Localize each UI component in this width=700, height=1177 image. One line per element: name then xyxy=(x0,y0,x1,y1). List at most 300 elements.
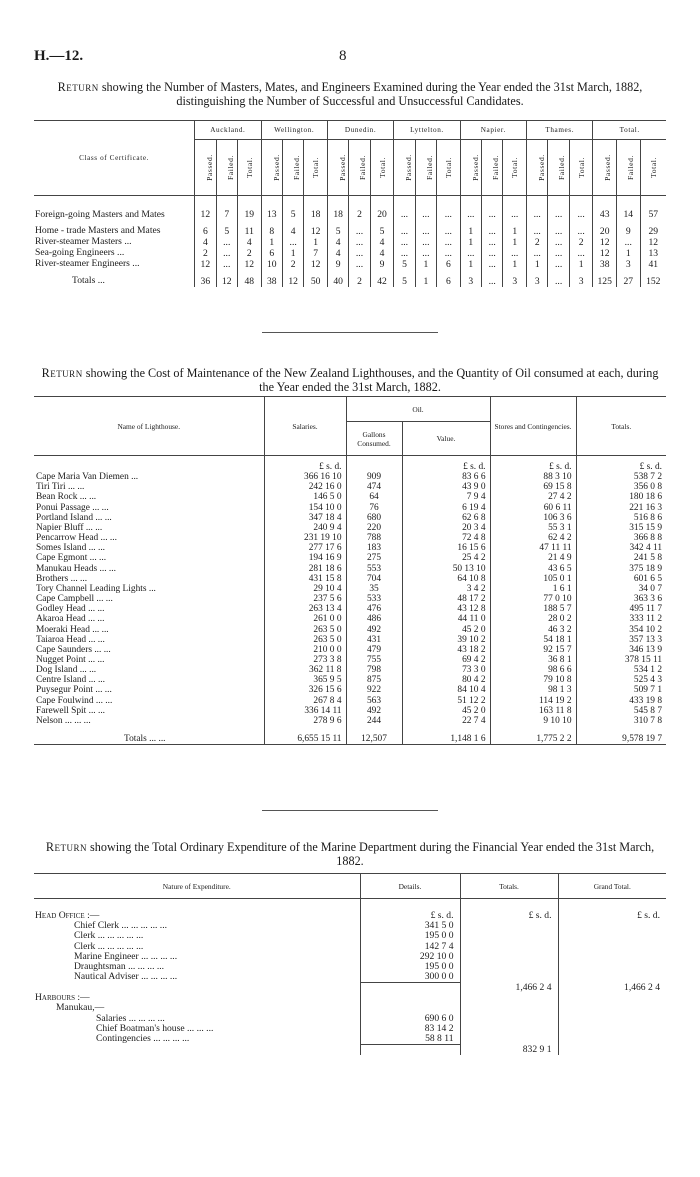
certificate-class: Sea-going Engineers ... xyxy=(35,247,125,258)
count-cell: ... xyxy=(460,196,481,226)
empty-cell xyxy=(558,921,666,931)
salaries-cell: 281 18 6 xyxy=(264,564,346,574)
stores-cell: 62 4 2 xyxy=(490,533,576,543)
lighthouse-name: Pencarrow Head ... ... xyxy=(36,533,117,544)
count-cell: 41 xyxy=(640,259,666,270)
count-cell: 20 xyxy=(370,196,394,226)
lighthouse-name: Taiaroa Head ... ... xyxy=(36,634,105,645)
sub-header-label: Total. xyxy=(244,157,254,178)
salaries-cell: 263 5 0 xyxy=(264,625,346,635)
salaries-cell: 362 11 8 xyxy=(264,665,346,675)
oil-value-cell: 84 10 4 xyxy=(402,685,490,695)
return1-title: Return showing the Number of Masters, Mates, and Engineers Examined during the Year ended the 31st March, 1882, distinguishing the Number of Successful and Unsuccessful Candidates. xyxy=(57,80,643,108)
salaries-cell: 237 5 6 xyxy=(264,594,346,604)
count-cell: ... xyxy=(394,237,415,248)
port-header: Napier. xyxy=(460,121,526,140)
total-cell: 3 xyxy=(569,270,593,287)
certificate-class: River-steamer Masters ... xyxy=(35,236,132,247)
salaries-cell: 194 16 9 xyxy=(264,553,346,563)
count-cell: 2 xyxy=(195,248,216,259)
table-row xyxy=(34,543,666,553)
total-cell: 152 xyxy=(640,270,666,287)
gallons-cell: 704 xyxy=(346,574,402,584)
unit-label: £ s. d. xyxy=(576,456,666,473)
count-cell: 2 xyxy=(527,237,548,248)
count-cell: 2 xyxy=(282,259,303,270)
gallons-cell: 431 xyxy=(346,635,402,645)
sub-header xyxy=(349,140,370,196)
total-cell: 315 15 9 xyxy=(576,523,666,533)
unit-label: £ s. d. xyxy=(360,899,460,922)
empty-cell xyxy=(558,1034,666,1045)
detail-amount: 300 0 0 xyxy=(360,972,460,983)
totals-row xyxy=(34,726,666,745)
empty-cell xyxy=(460,962,558,972)
count-cell: 5 xyxy=(282,196,303,226)
total-cell: 333 11 2 xyxy=(576,614,666,624)
port-header: Lyttelton. xyxy=(394,121,460,140)
sub-header xyxy=(415,140,436,196)
gallons-cell: 476 xyxy=(346,604,402,614)
count-cell: ... xyxy=(437,226,461,237)
sub-header xyxy=(616,140,640,196)
table-row xyxy=(34,513,666,523)
unit-label: £ s. d. xyxy=(558,899,666,922)
expenditure-item: Clerk ... ... ... ... ... xyxy=(74,931,144,942)
oil-value-cell: 43 12 8 xyxy=(402,604,490,614)
total-cell: 40 xyxy=(327,270,348,287)
sub-header-label: Total. xyxy=(444,157,454,178)
lighthouse-name: Akaroa Head ... ... xyxy=(36,614,105,625)
oil-value-cell: 20 3 4 xyxy=(402,523,490,533)
table-row xyxy=(34,675,666,685)
total-cell: 534 1 2 xyxy=(576,665,666,675)
salaries-cell: 278 9 6 xyxy=(264,716,346,726)
nature-header: Nature of Expenditure. xyxy=(34,874,360,899)
lighthouse-name: Puysegur Point ... ... xyxy=(36,685,112,696)
expenditure-item: Marine Engineer ... ... ... ... xyxy=(74,951,178,962)
salaries-cell: 231 19 10 xyxy=(264,533,346,543)
subsection-manukau: Manukau,— xyxy=(56,1003,105,1014)
total-cell: 433 19 8 xyxy=(576,696,666,706)
table-row xyxy=(34,635,666,645)
lighthouse-name: Somes Island ... ... xyxy=(36,543,106,554)
count-cell: 1 xyxy=(503,259,527,270)
table-row xyxy=(34,259,666,270)
count-cell: 43 xyxy=(593,196,617,226)
total-cell: 38 xyxy=(261,270,282,287)
stores-cell: 188 5 7 xyxy=(490,604,576,614)
sub-header-label: Total. xyxy=(311,157,321,178)
count-cell: 5 xyxy=(216,226,237,237)
salaries-cell: 154 10 0 xyxy=(264,503,346,513)
stores-cell: 36 8 1 xyxy=(490,655,576,665)
gallons-header: Gallons Consumed. xyxy=(346,422,402,456)
empty-cell xyxy=(558,972,666,983)
table-row xyxy=(34,584,666,594)
total-cell: 34 0 7 xyxy=(576,584,666,594)
stores-cell: 54 18 1 xyxy=(490,635,576,645)
count-cell: 3 xyxy=(616,259,640,270)
oil-value-cell: 48 17 2 xyxy=(402,594,490,604)
sub-header xyxy=(394,140,415,196)
lighthouse-name: Manukau Heads ... ... xyxy=(36,563,116,574)
count-cell: ... xyxy=(482,226,503,237)
total-cell: 9,578 19 7 xyxy=(576,726,666,745)
count-cell: ... xyxy=(415,248,436,259)
sub-header-label: Failed. xyxy=(292,154,301,181)
sub-header xyxy=(261,140,282,196)
sub-header xyxy=(569,140,593,196)
lighthouse-name: Tory Channel Leading Lights ... xyxy=(36,583,156,594)
gallons-cell: 788 xyxy=(346,533,402,543)
count-cell: ... xyxy=(503,196,527,226)
count-cell: 19 xyxy=(237,196,261,226)
gallons-cell: 183 xyxy=(346,543,402,553)
stores-cell: 55 3 1 xyxy=(490,523,576,533)
section-head-office: Head Office :— xyxy=(35,910,100,921)
count-cell: ... xyxy=(482,259,503,270)
sub-header xyxy=(548,140,569,196)
table-row xyxy=(34,503,666,513)
certificates-table xyxy=(34,120,666,287)
page-header xyxy=(34,48,664,68)
expenditure-table xyxy=(34,873,666,1055)
unit-label: £ s. d. xyxy=(490,456,576,473)
unit-label: £ s. d. xyxy=(460,899,558,922)
port-header: Total. xyxy=(593,121,666,140)
lighthouses-table xyxy=(34,396,666,745)
sub-header xyxy=(460,140,481,196)
stores-cell: 27 4 2 xyxy=(490,492,576,502)
table-row xyxy=(34,523,666,533)
gallons-cell: 64 xyxy=(346,492,402,502)
total-cell: 12 xyxy=(282,270,303,287)
count-cell: 6 xyxy=(261,248,282,259)
total-cell: 545 8 7 xyxy=(576,706,666,716)
total-cell: 3 xyxy=(527,270,548,287)
count-cell: 7 xyxy=(216,196,237,226)
count-cell: ... xyxy=(349,226,370,237)
oil-value-cell: 83 6 6 xyxy=(402,472,490,482)
oil-value-cell: 44 11 0 xyxy=(402,614,490,624)
count-cell: ... xyxy=(482,248,503,259)
table-row xyxy=(34,716,666,726)
oil-value-cell: 43 9 0 xyxy=(402,482,490,492)
gallons-cell: 755 xyxy=(346,655,402,665)
count-cell: 57 xyxy=(640,196,666,226)
stores-cell: 43 6 5 xyxy=(490,564,576,574)
total-cell: 342 4 11 xyxy=(576,543,666,553)
page-number: 8 xyxy=(339,48,347,64)
gallons-cell: 12,507 xyxy=(346,726,402,745)
count-cell: 12 xyxy=(593,237,617,248)
table-row xyxy=(34,706,666,716)
count-cell: 10 xyxy=(261,259,282,270)
oil-value-cell: 69 4 2 xyxy=(402,655,490,665)
count-cell: ... xyxy=(394,196,415,226)
stores-cell: 60 6 11 xyxy=(490,503,576,513)
empty-cell xyxy=(558,931,666,941)
lighthouse-name: Napier Bluff ... ... xyxy=(36,522,103,533)
oil-header: Oil. xyxy=(346,397,490,422)
oil-value-cell: 64 10 8 xyxy=(402,574,490,584)
detail-amount: 341 5 0 xyxy=(360,921,460,931)
gallons-cell: 922 xyxy=(346,685,402,695)
table-row xyxy=(34,625,666,635)
table-row xyxy=(34,196,666,226)
count-cell: ... xyxy=(569,248,593,259)
count-cell: 4 xyxy=(327,248,348,259)
count-cell: 8 xyxy=(261,226,282,237)
stores-cell: 105 0 1 xyxy=(490,574,576,584)
salaries-cell: 29 10 4 xyxy=(264,584,346,594)
total-cell: 50 xyxy=(304,270,328,287)
count-cell: 1 xyxy=(503,237,527,248)
oil-value-cell: 1,148 1 6 xyxy=(402,726,490,745)
table-row xyxy=(34,696,666,706)
count-cell: 14 xyxy=(616,196,640,226)
count-cell: 2 xyxy=(569,237,593,248)
count-cell: 1 xyxy=(460,226,481,237)
sub-header xyxy=(482,140,503,196)
salaries-cell: 347 18 4 xyxy=(264,513,346,523)
stores-cell: 28 0 2 xyxy=(490,614,576,624)
gallons-cell: 35 xyxy=(346,584,402,594)
certificate-class: River-steamer Engineers ... xyxy=(35,258,140,269)
oil-value-cell: 72 4 8 xyxy=(402,533,490,543)
count-cell: 2 xyxy=(349,196,370,226)
table-row xyxy=(34,1014,666,1024)
expenditure-item: Chief Clerk ... ... ... ... ... xyxy=(74,921,167,932)
table-row xyxy=(34,482,666,492)
lighthouse-name: Nugget Point ... ... xyxy=(36,654,105,665)
oil-value-cell: 45 2 0 xyxy=(402,706,490,716)
sub-header xyxy=(437,140,461,196)
table-row xyxy=(34,962,666,972)
salaries-cell: 6,655 15 11 xyxy=(264,726,346,745)
empty-cell xyxy=(460,1024,558,1034)
count-cell: ... xyxy=(460,248,481,259)
salaries-cell: 277 17 6 xyxy=(264,543,346,553)
count-cell: 4 xyxy=(370,237,394,248)
table-row xyxy=(34,645,666,655)
total-cell: 12 xyxy=(216,270,237,287)
oil-value-cell: 45 2 0 xyxy=(402,625,490,635)
expenditure-item: Chief Boatman's house ... ... ... xyxy=(96,1023,214,1034)
count-cell: ... xyxy=(616,237,640,248)
salaries-cell: 273 3 8 xyxy=(264,655,346,665)
gallons-cell: 875 xyxy=(346,675,402,685)
sub-header-label: Passed. xyxy=(337,154,347,181)
port-header: Wellington. xyxy=(261,121,327,140)
expenditure-item: Contingencies ... ... ... ... xyxy=(96,1033,190,1045)
sub-header-label: Total. xyxy=(576,157,586,178)
count-cell: ... xyxy=(349,248,370,259)
count-cell: ... xyxy=(349,237,370,248)
count-cell: 1 xyxy=(415,259,436,270)
detail-amount: 58 8 11 xyxy=(360,1034,460,1045)
count-cell: ... xyxy=(437,237,461,248)
sub-header-label: Total. xyxy=(510,157,520,178)
lighthouse-name: Ponui Passage ... ... xyxy=(36,502,109,513)
stores-cell: 1 6 1 xyxy=(490,584,576,594)
count-cell: 4 xyxy=(195,237,216,248)
table-row xyxy=(34,226,666,237)
total-cell: 27 xyxy=(616,270,640,287)
salaries-cell: 336 14 11 xyxy=(264,706,346,716)
lighthouse-name: Godley Head ... ... xyxy=(36,604,105,615)
gallons-cell: 680 xyxy=(346,513,402,523)
lighthouse-name: Brothers ... ... xyxy=(36,573,88,584)
sub-header-label: Passed. xyxy=(603,154,613,181)
count-cell: 38 xyxy=(593,259,617,270)
class-header: Class of Certificate. xyxy=(34,121,195,196)
sub-header xyxy=(370,140,394,196)
count-cell: 6 xyxy=(437,259,461,270)
count-cell: 12 xyxy=(195,259,216,270)
lighthouse-name: Cape Foulwind ... ... xyxy=(36,695,113,706)
lighthouse-name: Portland Island ... ... xyxy=(36,512,112,523)
total-cell: 125 xyxy=(593,270,617,287)
count-cell: ... xyxy=(548,259,569,270)
count-cell: 1 xyxy=(460,259,481,270)
gallons-cell: 909 xyxy=(346,472,402,482)
divider-rule xyxy=(262,332,438,333)
stores-cell: 163 11 8 xyxy=(490,706,576,716)
port-header: Auckland. xyxy=(195,121,261,140)
oil-value-cell: 43 18 2 xyxy=(402,645,490,655)
salaries-cell: 366 16 10 xyxy=(264,472,346,482)
table-row xyxy=(34,248,666,259)
certificate-class: Foreign-going Masters and Mates xyxy=(35,208,165,220)
salaries-cell: 267 8 4 xyxy=(264,696,346,706)
count-cell: 12 xyxy=(304,226,328,237)
table-row xyxy=(34,237,666,248)
oil-value-cell: 25 4 2 xyxy=(402,553,490,563)
lighthouse-name: Dog Island ... ... xyxy=(36,665,97,676)
sub-header xyxy=(195,140,216,196)
total-cell: 356 0 8 xyxy=(576,482,666,492)
gallons-cell: 798 xyxy=(346,665,402,675)
count-cell: 1 xyxy=(261,237,282,248)
section-harbours: Harbours :— xyxy=(35,993,90,1004)
count-cell: 5 xyxy=(394,259,415,270)
stores-cell: 69 15 8 xyxy=(490,482,576,492)
count-cell: ... xyxy=(394,248,415,259)
totals-label: Totals ... xyxy=(72,275,105,286)
unit-label: £ s. d. xyxy=(264,456,346,473)
empty-cell xyxy=(460,972,558,983)
oil-value-cell: 62 6 8 xyxy=(402,513,490,523)
lighthouse-name: Cape Egmont ... ... xyxy=(36,553,107,564)
total-cell: 3 xyxy=(503,270,527,287)
count-cell: ... xyxy=(216,237,237,248)
total-cell: 180 18 6 xyxy=(576,492,666,502)
gallons-cell: 553 xyxy=(346,564,402,574)
total-cell: 5 xyxy=(394,270,415,287)
oil-value-cell: 39 10 2 xyxy=(402,635,490,645)
total-cell: 538 7 2 xyxy=(576,472,666,482)
table-row xyxy=(34,604,666,614)
lighthouse-name: Tiri Tiri ... ... xyxy=(36,482,85,493)
gallons-cell: 533 xyxy=(346,594,402,604)
sub-header-label: Total. xyxy=(648,157,658,178)
count-cell: 1 xyxy=(304,237,328,248)
stores-cell: 88 3 10 xyxy=(490,472,576,482)
count-cell: 12 xyxy=(237,259,261,270)
sub-header xyxy=(527,140,548,196)
gallons-cell: 76 xyxy=(346,503,402,513)
salaries-cell: 242 16 0 xyxy=(264,482,346,492)
count-cell: 1 xyxy=(282,248,303,259)
lighthouse-name: Cape Saunders ... ... xyxy=(36,644,111,655)
count-cell: ... xyxy=(527,226,548,237)
detail-amount: 292 10 0 xyxy=(360,952,460,962)
lighthouse-name-header: Name of Lighthouse. xyxy=(34,397,264,456)
salaries-cell: 263 5 0 xyxy=(264,635,346,645)
gallons-cell: 244 xyxy=(346,716,402,726)
sub-header xyxy=(282,140,303,196)
stores-cell: 98 6 6 xyxy=(490,665,576,675)
sub-header xyxy=(640,140,666,196)
oil-value-cell: 80 4 2 xyxy=(402,675,490,685)
table-row xyxy=(34,553,666,563)
sub-header xyxy=(304,140,328,196)
count-cell: 4 xyxy=(327,237,348,248)
salaries-cell: 261 0 0 xyxy=(264,614,346,624)
oil-value-cell: 7 9 4 xyxy=(402,492,490,502)
salaries-cell: 146 5 0 xyxy=(264,492,346,502)
sub-header xyxy=(216,140,237,196)
empty-cell xyxy=(460,942,558,952)
totals-header: Totals. xyxy=(460,874,558,899)
sub-header-label: Passed. xyxy=(271,154,281,181)
total-cell: 363 3 6 xyxy=(576,594,666,604)
totals-row xyxy=(34,270,666,287)
count-cell: ... xyxy=(569,226,593,237)
sub-header-label: Failed. xyxy=(557,154,567,181)
total-cell: 48 xyxy=(237,270,261,287)
stores-cell: 1,775 2 2 xyxy=(490,726,576,745)
count-cell: ... xyxy=(394,226,415,237)
count-cell: ... xyxy=(437,248,461,259)
count-cell: ... xyxy=(415,226,436,237)
total-cell: 221 16 3 xyxy=(576,503,666,513)
port-header: Thames. xyxy=(527,121,593,140)
count-cell: 4 xyxy=(282,226,303,237)
total-cell: 42 xyxy=(370,270,394,287)
stores-cell: 9 10 10 xyxy=(490,716,576,726)
manukau-total: 832 9 1 xyxy=(460,1045,558,1055)
count-cell: 4 xyxy=(370,248,394,259)
port-header: Dunedin. xyxy=(327,121,393,140)
total-cell: 601 6 5 xyxy=(576,574,666,584)
empty-cell xyxy=(460,921,558,931)
lighthouse-name: Bean Rock ... ... xyxy=(36,492,97,503)
count-cell: ... xyxy=(415,196,436,226)
count-cell: 1 xyxy=(569,259,593,270)
oil-value-cell: 22 7 4 xyxy=(402,716,490,726)
sub-header-label: Failed. xyxy=(626,154,636,181)
count-cell: ... xyxy=(548,237,569,248)
count-cell: 20 xyxy=(593,226,617,237)
total-cell: ... xyxy=(482,270,503,287)
count-cell: 1 xyxy=(503,226,527,237)
count-cell: 13 xyxy=(261,196,282,226)
total-cell: 378 15 11 xyxy=(576,655,666,665)
count-cell: 12 xyxy=(640,237,666,248)
